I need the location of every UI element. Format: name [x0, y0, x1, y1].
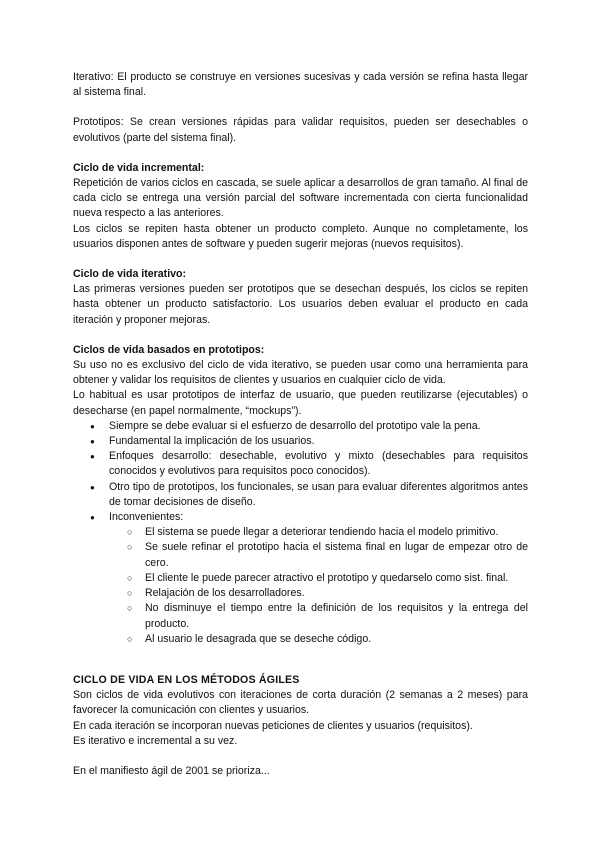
heading-agiles: CICLO DE VIDA EN LOS MÉTODOS ÁGILES — [73, 673, 300, 686]
incremental-paragraph-1: Repetición de varios ciclos en cascada, se suele aplicar a desarrollos de gran tamaño. Al final de cada ciclo se entrega una versión parcial del software incrementada con cierta funcionalidad nueva respecto a las anteriores. — [73, 177, 528, 220]
prototipos-bullet-list — [73, 419, 528, 647]
list-item: ● Siempre se debe evaluar si el esfuerzo de desarrollo del prototipo vale la pena. — [73, 419, 528, 434]
prototipos-paragraph-2: Lo habitual es usar prototipos de interfaz de usuario, que pueden reutilizarse (ejecutables) o desecharse (en papel normalmente, “mockups”). — [73, 389, 528, 417]
list-item-label: Inconvenientes: — [109, 511, 184, 524]
agiles-paragraph-4: En el manifiesto ágil de 2001 se prioriza... — [73, 764, 270, 777]
agiles-paragraph-1: Son ciclos de vida evolutivos con iteraciones de corta duración (2 semanas a 2 meses) para favorecer la comunicación con clientes y usuarios. — [73, 689, 528, 717]
incremental-paragraph-2: Los ciclos se repiten hasta obtener un producto completo. Aunque no completamente, los usuarios disponen antes de software y pueden sugerir mejoras (nuevos requisitos). — [73, 222, 528, 250]
intro-prototipos: Prototipos: Se crean versiones rápidas para validar requisitos, pueden ser desechables o evolutivos (parte del sistema final). — [73, 116, 528, 144]
prototipos-paragraph-1: Su uso no es exclusivo del ciclo de vida iterativo, se pueden usar como una herramienta para obtener y validar los requisitos de clientes y usuarios en cualquier ciclo de vida. — [73, 359, 528, 387]
heading-prototipos: Ciclos de vida basados en prototipos: — [73, 343, 265, 356]
list-item: ● Fundamental la implicación de los usuarios. — [73, 434, 528, 449]
sub-list-item: ○ Se suele refinar el prototipo hacia el sistema final en lugar de empezar otro de cero. — [109, 540, 528, 570]
agiles-paragraph-3: Es iterativo e incremental a su vez. — [73, 734, 238, 747]
heading-iterativo: Ciclo de vida iterativo: — [73, 268, 187, 281]
heading-incremental: Ciclo de vida incremental: — [73, 161, 205, 174]
sub-list-item: ○ No disminuye el tiempo entre la definición de los requisitos y la entrega del producto. — [109, 601, 528, 631]
inconvenientes-sub-list — [109, 525, 528, 647]
intro-iterativo: Iterativo: El producto se construye en versiones sucesivas y cada versión se refina hasta llegar al sistema final. — [73, 71, 528, 99]
list-item-inconvenientes — [73, 510, 528, 647]
sub-list-item: ○ Al usuario le desagrada que se deseche código. — [109, 632, 528, 647]
list-item: ● Enfoques desarrollo: desechable, evolutivo y mixto (desechables para requisitos conocidos y evolutivos para requisitos poco conocidos). — [73, 449, 528, 479]
sub-list-item: ○ Relajación de los desarrolladores. — [109, 586, 528, 601]
list-item: ● Otro tipo de prototipos, los funcionales, se usan para evaluar diferentes algoritmos antes de tomar decisiones de diseño. — [73, 480, 528, 510]
sub-list-item: ○ El sistema se puede llegar a deteriorar tendiendo hacia el modelo primitivo. — [109, 525, 528, 540]
iterativo-paragraph-1: Las primeras versiones pueden ser prototipos que se desechan después, los ciclos se repiten hasta obtener un producto satisfactorio. Los usuarios deben evaluar el producto en cada iteración y proponer mejoras. — [73, 283, 528, 326]
agiles-paragraph-2: En cada iteración se incorporan nuevas peticiones de clientes y usuarios (requisitos). — [73, 719, 473, 732]
sub-list-item: ○ El cliente le puede parecer atractivo el prototipo y quedarselo como sist. final. — [109, 571, 528, 586]
